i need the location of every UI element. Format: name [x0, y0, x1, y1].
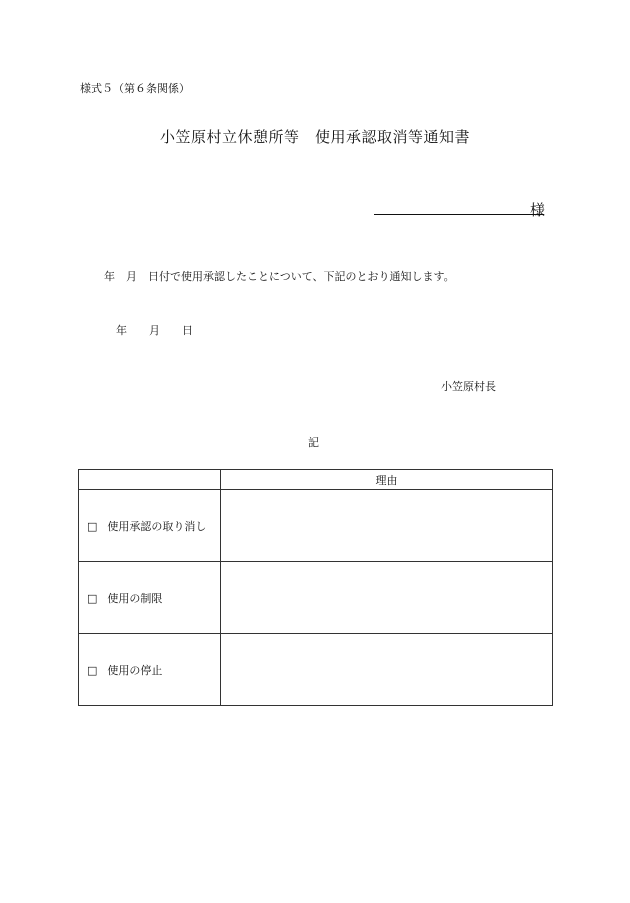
addressee-suffix: 様 — [530, 201, 546, 219]
item-label: 使用承認の取り消し — [107, 519, 207, 533]
checkbox-icon[interactable]: □ — [87, 519, 98, 533]
item-cell — [79, 634, 221, 706]
ki-label: 記 — [308, 436, 319, 449]
checkbox-icon[interactable]: □ — [87, 663, 98, 677]
addressee-name-line — [374, 200, 544, 215]
checkbox-icon[interactable]: □ — [87, 591, 98, 605]
item-label: 使用の制限 — [107, 591, 163, 605]
document-title: 小笠原村立休憩所等 使用承認取消等通知書 — [159, 128, 470, 146]
reason-table — [78, 469, 553, 706]
reason-cell[interactable] — [221, 634, 553, 706]
header-blank-cell — [79, 470, 221, 490]
item-cell — [79, 490, 221, 562]
form-number: 様式５（第６条関係） — [80, 82, 190, 95]
issuer-name: 小笠原村長 — [441, 380, 496, 393]
reason-cell[interactable] — [221, 490, 553, 562]
table-row — [79, 490, 553, 562]
reason-table-header — [79, 470, 553, 490]
reason-cell[interactable] — [221, 562, 553, 634]
table-row — [79, 634, 553, 706]
item-label: 使用の停止 — [107, 663, 163, 677]
item-cell — [79, 562, 221, 634]
header-reason-cell: 理由 — [221, 470, 553, 490]
notice-body-text: 年 月 日付で使用承認したことについて、下記のとおり通知します。 — [104, 270, 455, 283]
issue-date: 年 月 日 — [116, 324, 193, 337]
table-row — [79, 562, 553, 634]
